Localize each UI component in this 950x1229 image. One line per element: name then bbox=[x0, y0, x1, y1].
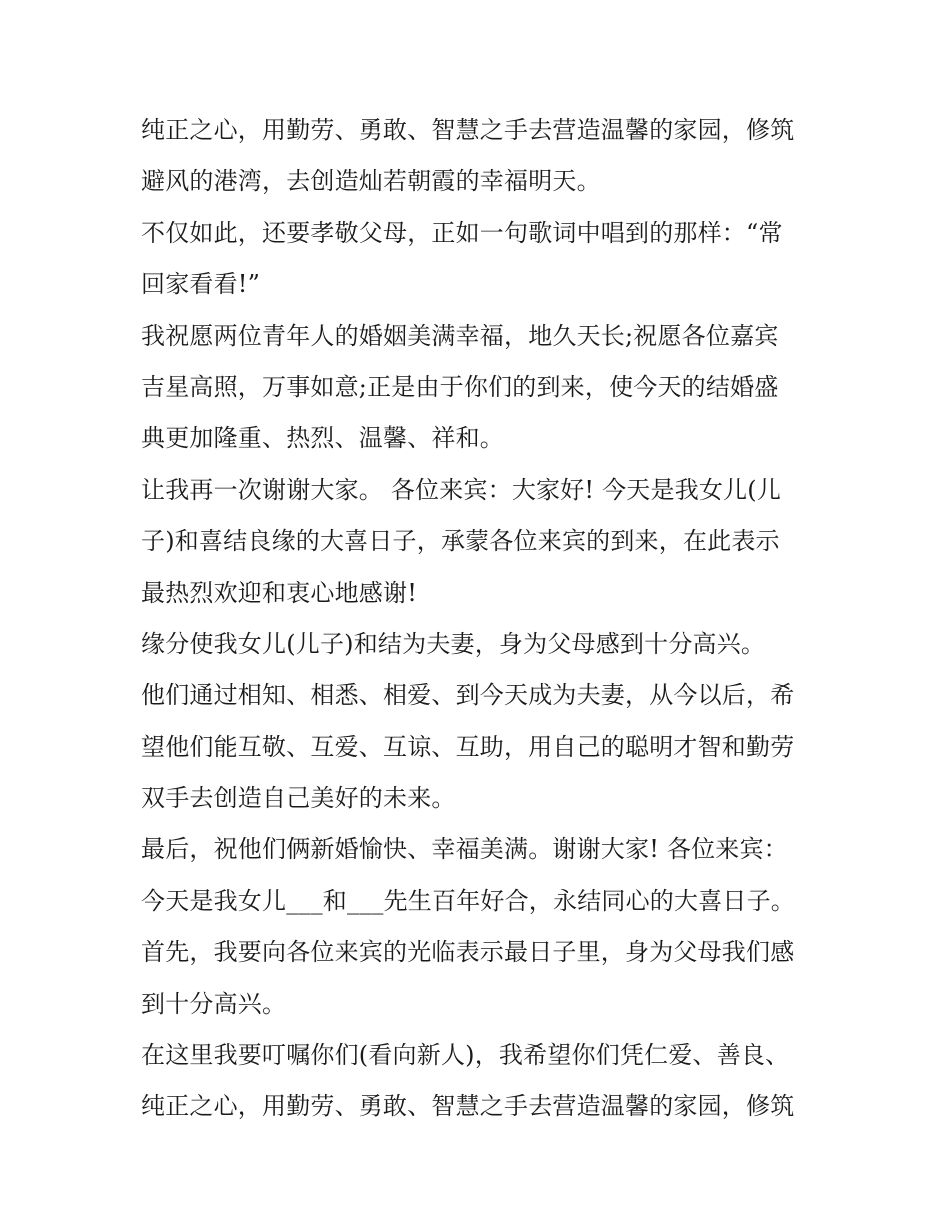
text-line: 避风的港湾，去创造灿若朝霞的幸福明天。 bbox=[141, 167, 601, 196]
text-line: 子)和喜结良缘的大喜日子，承蒙各位来宾的到来，在此表示 bbox=[141, 527, 780, 556]
text-line: 回家看看!” bbox=[141, 270, 261, 299]
text-line: 最后，祝他们俩新婚愉快、幸福美满。谢谢大家! 各位来宾： bbox=[141, 835, 788, 864]
text-line: 让我再一次谢谢大家。 各位来宾：大家好! 今天是我女儿(儿 bbox=[141, 475, 782, 504]
text-line: 吉星高照，万事如意;正是由于你们的到来，使今天的结婚盛 bbox=[141, 372, 779, 401]
text-line: 他们通过相知、相悉、相爱、到今天成为夫妻，从今以后，希 bbox=[141, 681, 795, 710]
text-line: 纯正之心，用勤劳、勇敢、智慧之手去营造温馨的家园，修筑 bbox=[141, 1092, 795, 1121]
text-line: 缘分使我女儿(儿子)和结为夫妻，身为父母感到十分高兴。 bbox=[141, 629, 766, 658]
text-line: 典更加隆重、热烈、温馨、祥和。 bbox=[141, 424, 504, 453]
text-line: 最热烈欢迎和衷心地感谢! bbox=[141, 578, 418, 607]
text-line: 首先，我要向各位来宾的光临表示最日子里，身为父母我们感 bbox=[141, 938, 795, 967]
text-line: 双手去创造自己美好的未来。 bbox=[141, 784, 456, 813]
text-line: 不仅如此，还要孝敬父母，正如一句歌词中唱到的那样：“常 bbox=[141, 218, 783, 247]
text-line: 望他们能互敬、互爱、互谅、互助，用自己的聪明才智和勤劳 bbox=[141, 732, 795, 761]
text-line: 纯正之心，用勤劳、勇敢、智慧之手去营造温馨的家园，修筑 bbox=[141, 116, 795, 144]
text-line: 我祝愿两位青年人的婚姻美满幸福，地久天长;祝愿各位嘉宾 bbox=[141, 321, 779, 350]
text-line: 到十分高兴。 bbox=[141, 989, 287, 1018]
text-line: 今天是我女儿___和___先生百年好合，永结同心的大喜日子。 bbox=[141, 886, 795, 915]
text-line: 在这里我要叮嘱你们(看向新人)，我希望你们凭仁爱、善良、 bbox=[141, 1041, 790, 1070]
body-text bbox=[141, 105, 831, 1133]
